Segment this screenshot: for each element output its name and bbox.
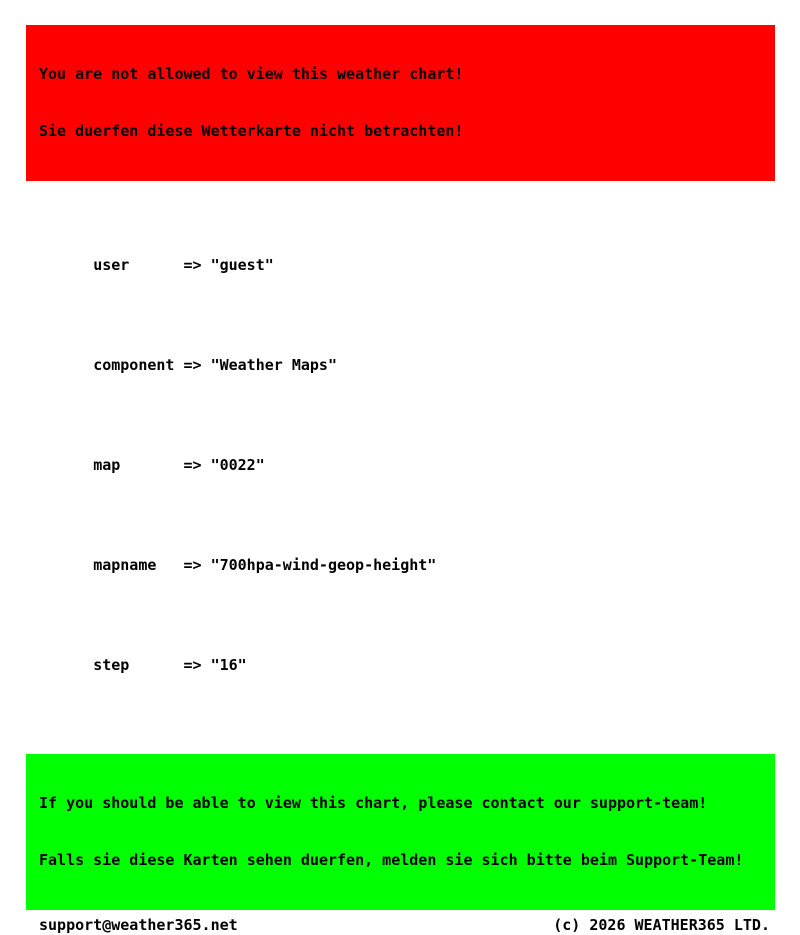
param-key: mapname bbox=[93, 556, 157, 574]
request-params-list bbox=[39, 195, 800, 735]
error-message-en: You are not allowed to view this weather chart! bbox=[39, 65, 464, 83]
param-value: "Weather Maps" bbox=[210, 356, 337, 374]
param-value: "guest" bbox=[210, 256, 274, 274]
param-row-mapname bbox=[39, 535, 800, 595]
param-row-user bbox=[39, 235, 800, 295]
param-arrow: => bbox=[183, 456, 202, 474]
param-value: "700hpa-wind-geop-height" bbox=[210, 556, 437, 574]
param-arrow: => bbox=[183, 356, 202, 374]
param-value: "16" bbox=[210, 656, 247, 674]
error-message-de: Sie duerfen diese Wetterkarte nicht betrachten! bbox=[39, 122, 464, 140]
param-arrow: => bbox=[183, 256, 202, 274]
param-value: "0022" bbox=[210, 456, 265, 474]
param-key: step bbox=[93, 656, 130, 674]
param-row-step bbox=[39, 635, 800, 695]
error-banner bbox=[26, 25, 775, 181]
param-arrow: => bbox=[183, 656, 202, 674]
footer bbox=[39, 915, 770, 935]
info-message-en: If you should be able to view this chart, please contact our support-team! bbox=[39, 794, 708, 812]
info-message-de: Falls sie diese Karten sehen duerfen, melden sie sich bitte beim Support-Team! bbox=[39, 851, 744, 869]
param-arrow: => bbox=[183, 556, 202, 574]
copyright-text: (c) 2026 WEATHER365 LTD. bbox=[553, 916, 770, 934]
param-row-map bbox=[39, 435, 800, 495]
param-key: map bbox=[93, 456, 121, 474]
info-banner bbox=[26, 754, 775, 910]
support-email-text: support@weather365.net bbox=[39, 916, 238, 934]
param-row-component bbox=[39, 335, 800, 395]
param-key: component bbox=[93, 356, 175, 374]
param-key: user bbox=[93, 256, 130, 274]
